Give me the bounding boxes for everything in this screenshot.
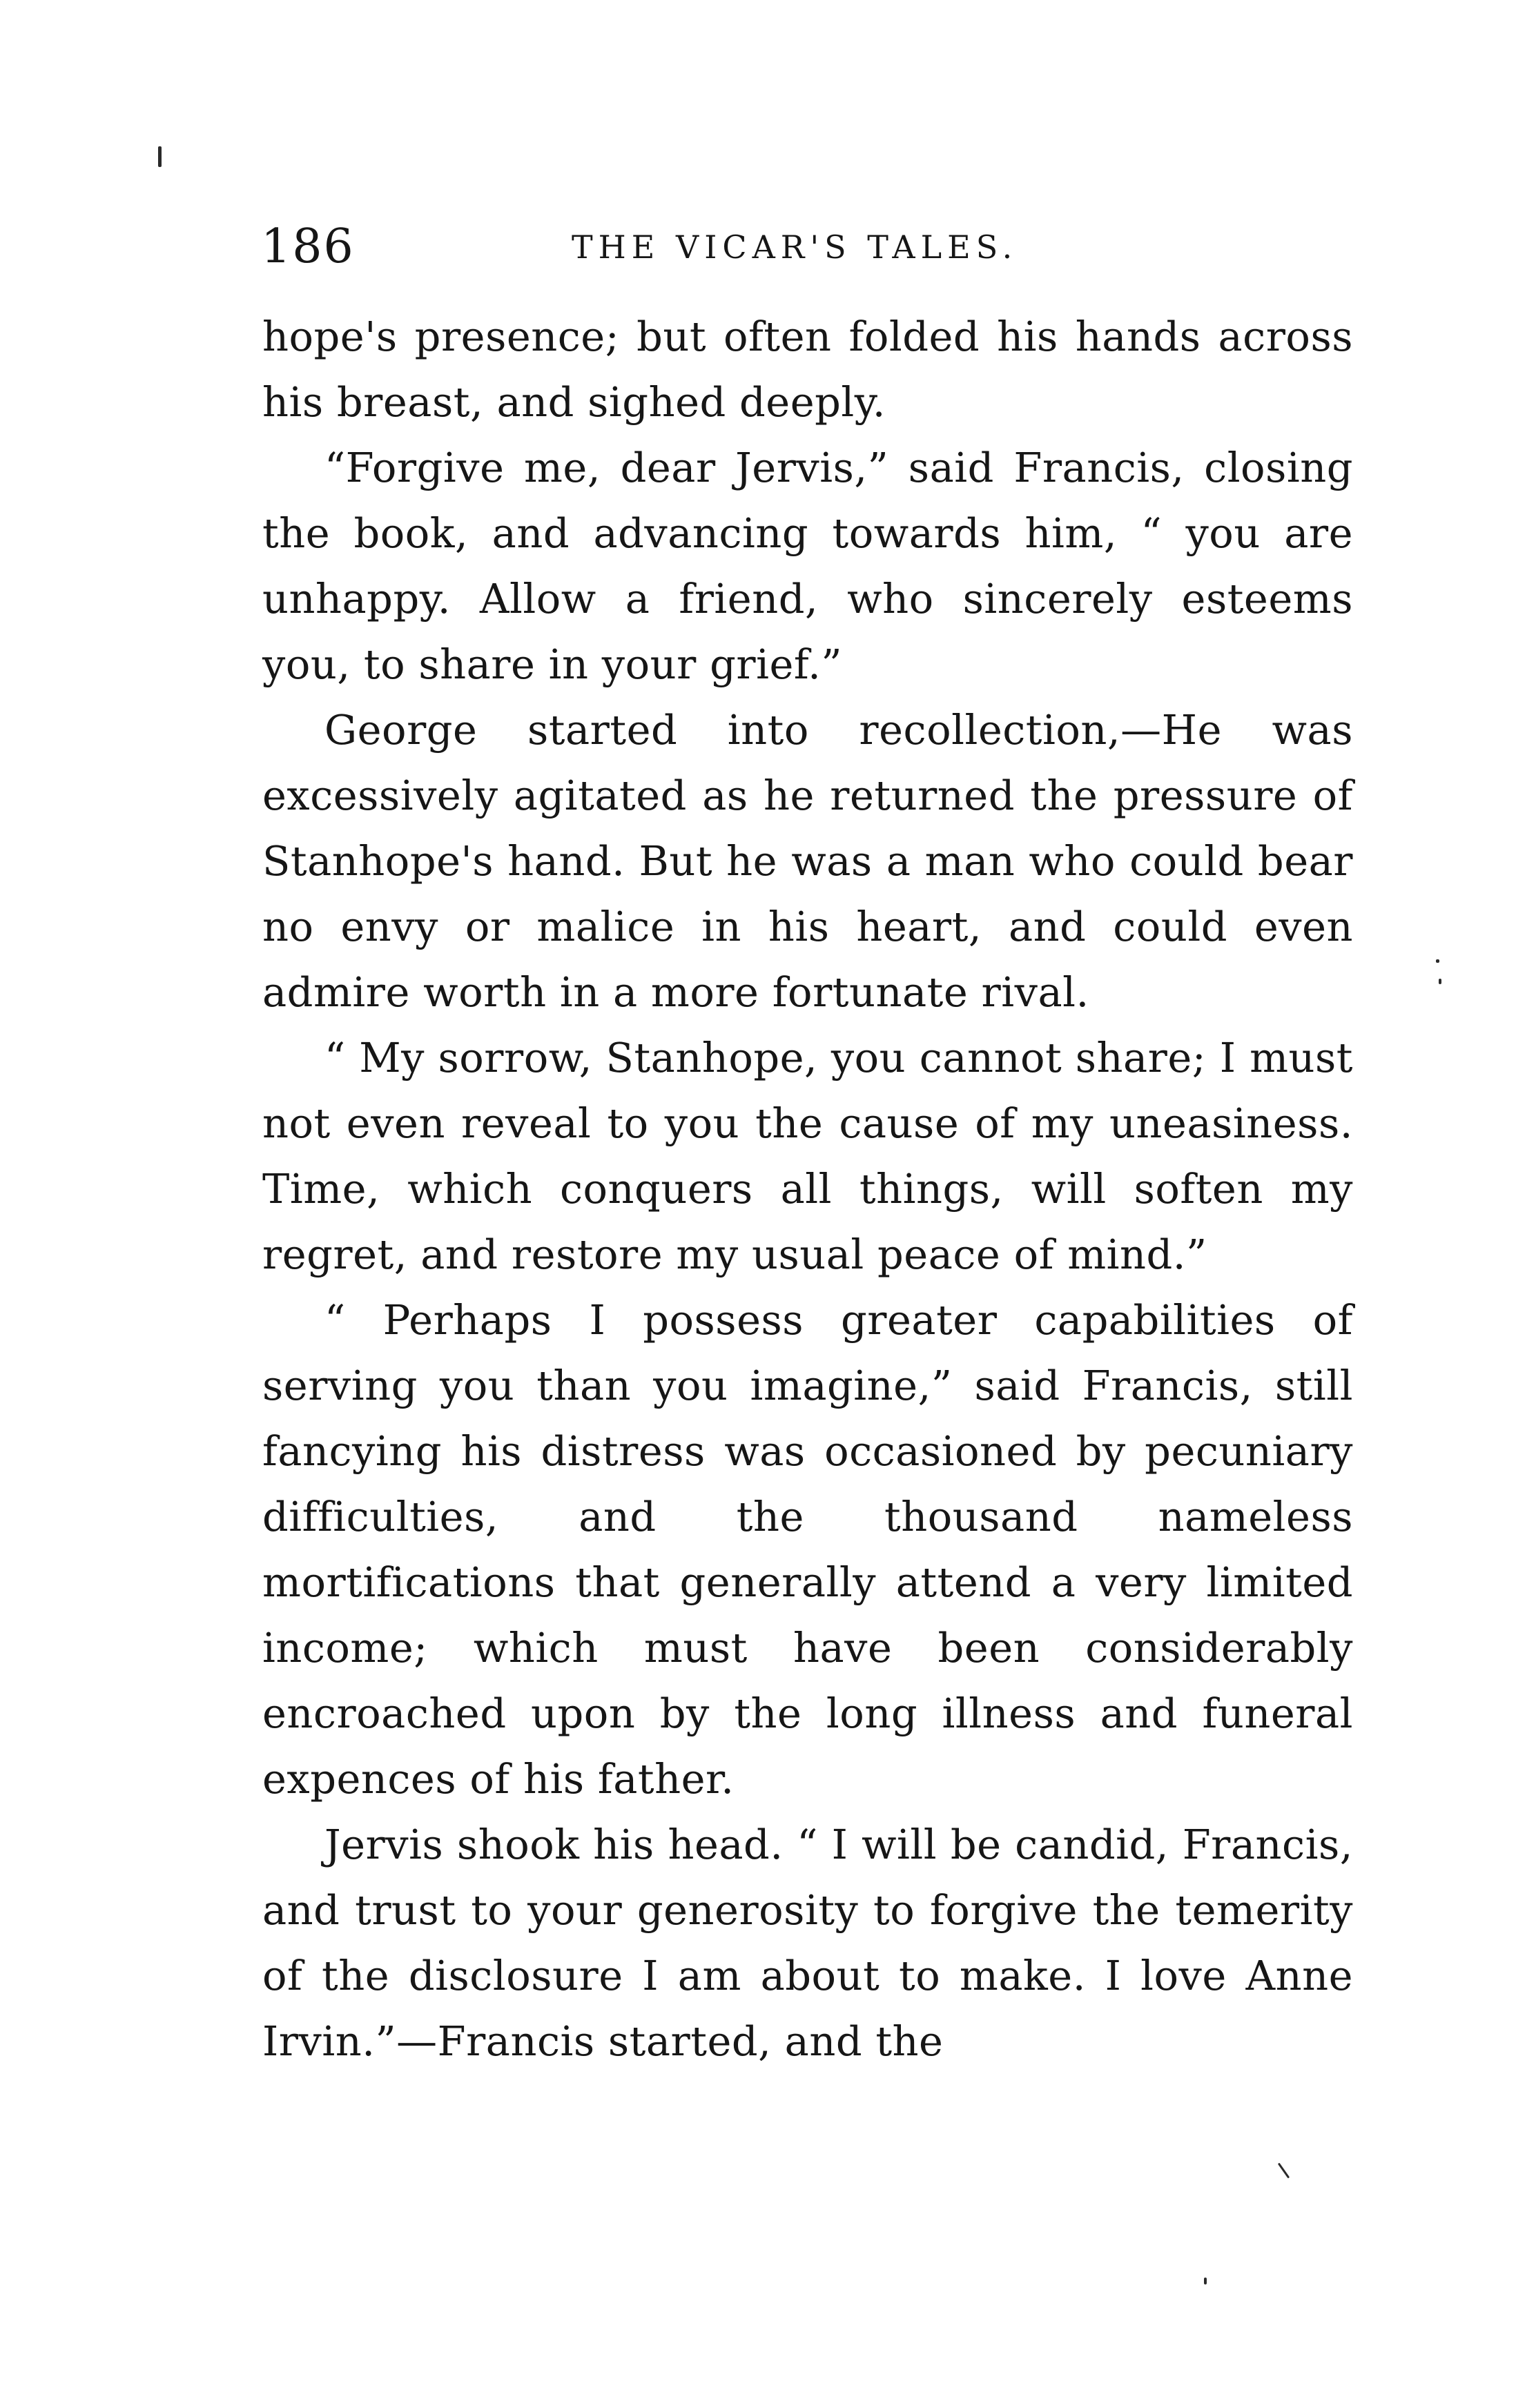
running-title: THE VICAR'S TALES.	[572, 228, 1018, 266]
scan-mark	[1204, 2278, 1207, 2284]
paragraph: George started into recollection,—He was excessively agitated as he returned the pressure of Stanhope's hand. But he was a man who could bear no envy or malice in his heart, and could even admire worth in a more fortunate rival.	[262, 706, 1353, 1016]
scan-mark	[1439, 979, 1441, 984]
scan-mark	[1278, 2162, 1290, 2178]
paragraph: Jervis shook his head. “ I will be candid, Francis, and trust to your generosity to forgive the temerity of the disclosure I am about to make. I love Anne Irvin.”—Francis started, and the	[262, 1821, 1353, 2065]
scan-mark	[158, 146, 162, 167]
scan-mark	[1436, 959, 1439, 963]
paragraph: “ My sorrow, Stanhope, you cannot share; I must not even reveal to you the cause of my uneasiness. Time, which conquers all things, will soften my regret, and restore my usual peace of mind.”	[262, 1034, 1353, 1278]
body-text	[262, 304, 1353, 2074]
page-header	[261, 219, 1352, 275]
paragraph: hope's presence; but often folded his hands across his breast, and sighed deeply.	[262, 313, 1353, 426]
paragraph: “Forgive me, dear Jervis,” said Francis, closing the book, and advancing towards him, “ you are unhappy. Allow a friend, who sincerely esteems you, to share in your grief.”	[262, 444, 1353, 688]
page-number: 186	[261, 219, 355, 274]
paragraph: “ Perhaps I possess greater capabilities of serving you than you imagine,” said Francis, still fancying his distress was occasioned by pecuniary difficulties, and the thousand nameless mortifications that generally attend a very limited income; which must have been considerably encroached upon by the long illness and funeral expences of his father.	[262, 1296, 1353, 1803]
